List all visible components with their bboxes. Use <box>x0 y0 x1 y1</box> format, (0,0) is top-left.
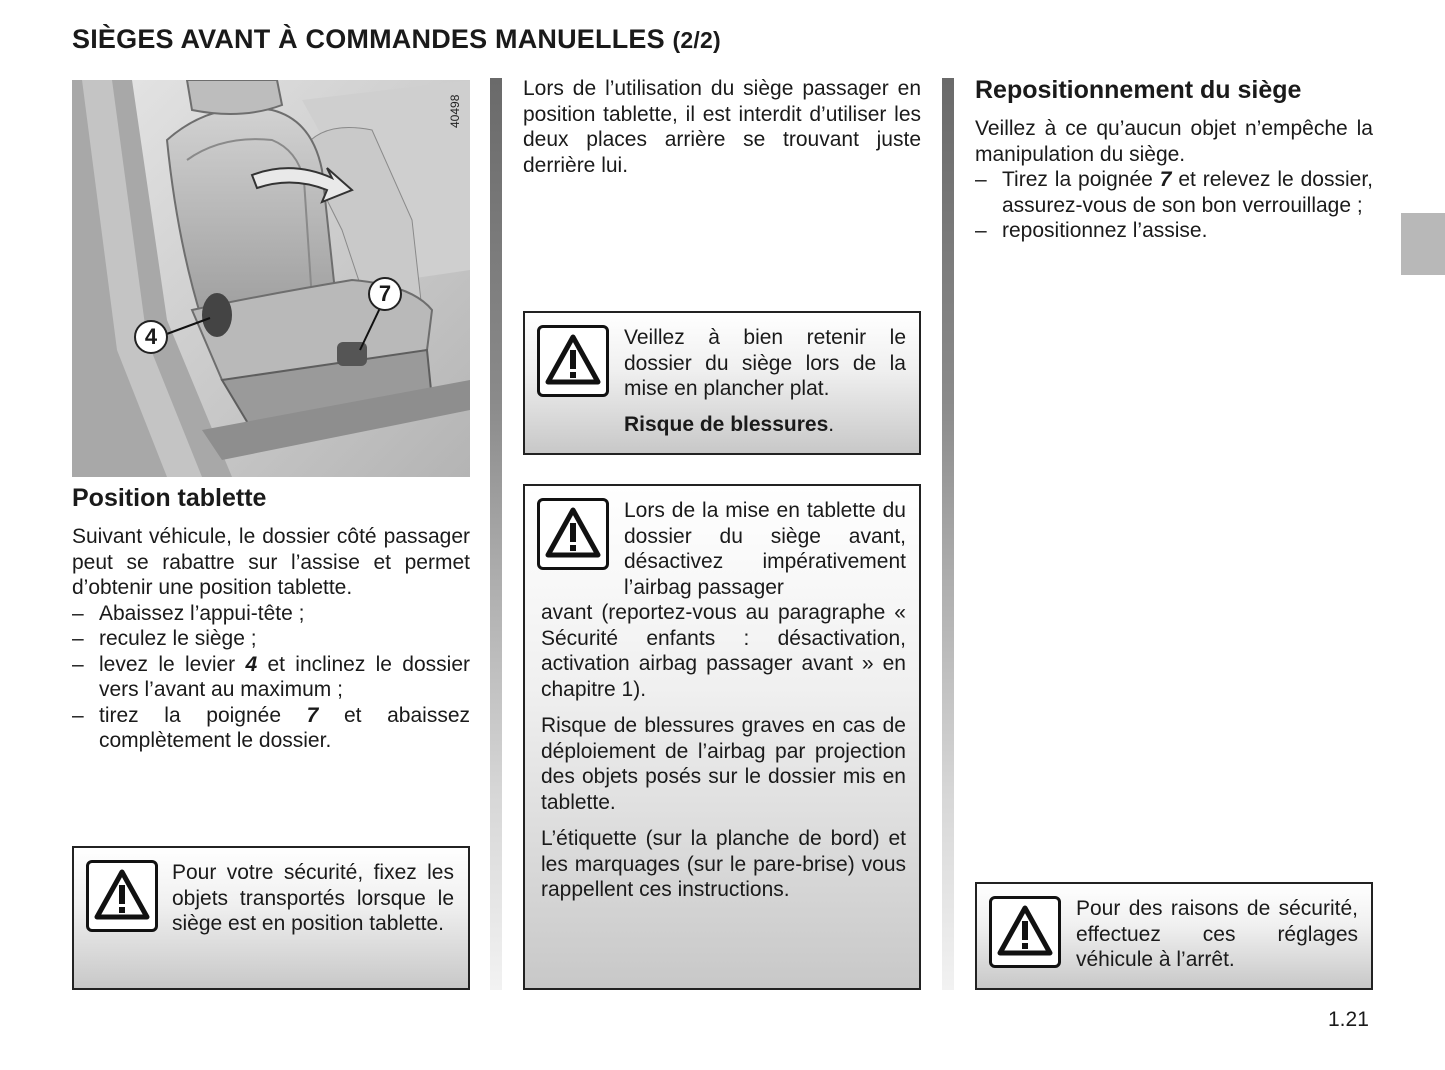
step-text <box>99 652 470 703</box>
ref-number: 7 <box>1159 168 1172 191</box>
risk-period: . <box>828 412 835 436</box>
warning-text: Pour votre sécurité, fixez les objets transportés lorsque le siège est en position tablette. <box>172 861 454 935</box>
step-text-part: et abaissez complètement le dossier. <box>99 703 470 752</box>
warning-triangle-icon <box>86 860 158 932</box>
list-item <box>975 218 1373 244</box>
title-suffix: (2/2) <box>672 27 721 53</box>
warning-box-vehicle-stopped <box>975 882 1373 990</box>
page-number: 1.21 <box>1328 1008 1369 1031</box>
step-text: repositionnez l’assise. <box>1002 219 1208 242</box>
figure-reference-number: 40498 <box>448 94 462 128</box>
warning-text: Veillez à bien retenir le dossier du siège lors de la mise en plancher plat. <box>624 326 906 400</box>
chapter-side-tab <box>1401 213 1445 275</box>
seat-drawing <box>72 80 470 477</box>
airbag-warning-rest: avant (reportez-vous au paragraphe « Sécurité enfants : désactivation, activation airbag passager avant » en chapitre 1). <box>541 601 906 701</box>
dash: – <box>72 601 84 625</box>
step-text-part: levez le levier <box>99 652 246 676</box>
dash: – <box>975 168 987 191</box>
column-divider-right <box>942 78 954 990</box>
position-tablette-intro: Suivant véhicule, le dossier côté passager peut se rabattre sur l’assise et permet d’obtenir une position tablette. <box>72 525 470 599</box>
repositionnement-body <box>975 116 1373 244</box>
list-item <box>72 703 470 754</box>
list-item <box>72 626 470 652</box>
step-text <box>1002 167 1373 218</box>
ref-number: 7 <box>306 703 319 727</box>
middle-intro-text: Lors de l’utilisation du siège passager en position tablette, il est interdit d’utiliser les deux places arrière se trouvant juste derrière lui. <box>523 77 921 177</box>
step-text <box>99 703 470 754</box>
step-text-part: Tirez la poignée <box>1002 168 1160 191</box>
heading-repositionnement: Repositionnement du siège <box>975 76 1302 104</box>
column-divider-left <box>490 78 502 990</box>
heading-position-tablette: Position tablette <box>72 484 267 512</box>
warning-box-fix-objects <box>72 846 470 990</box>
repositionnement-intro: Veillez à ce qu’aucun objet n’empêche la manipulation du siège. <box>975 117 1373 166</box>
airbag-warning-risk: Risque de blessures graves en cas de déploiement de l’airbag par projection des objets posés sur le dossier mis en tablette. <box>541 714 906 814</box>
seat-illustration <box>72 80 470 477</box>
title-text: SIÈGES AVANT À COMMANDES MANUELLES <box>72 24 665 54</box>
dash: – <box>975 219 987 242</box>
step-text: reculez le siège ; <box>99 627 257 650</box>
warning-triangle-icon <box>989 896 1061 968</box>
warning-triangle-icon <box>537 325 609 397</box>
step-text-part: et inclinez le dossier vers l’avant au maximum ; <box>99 652 470 701</box>
dash: – <box>72 703 84 727</box>
step-text: Abaissez l’appui-tête ; <box>99 601 305 625</box>
step-text-part: et relevez le dossier, assurez-vous de son bon verrouillage ; <box>1002 168 1373 217</box>
airbag-warning-label: L’étiquette (sur la planche de bord) et les marquages (sur le pare-brise) vous rappellent ces instructions. <box>541 827 906 901</box>
risk-label: Risque de blessures <box>624 412 829 436</box>
list-item <box>72 601 470 627</box>
dash: – <box>72 627 84 650</box>
step-text-part: tirez la poignée <box>99 703 307 727</box>
airbag-warning-top: Lors de la mise en tablette du dossier du siège avant, désactivez impérativement l’airbag passager <box>624 499 906 599</box>
list-item <box>72 652 470 703</box>
callout-7: 7 <box>368 277 402 311</box>
ref-number: 4 <box>245 652 258 676</box>
warning-risk <box>624 412 906 438</box>
dash: – <box>72 652 84 676</box>
warning-box-airbag <box>523 484 921 990</box>
warning-text: Pour des raisons de sécurité, effectuez ces réglages véhicule à l’arrêt. <box>1076 897 1358 971</box>
list-item <box>975 167 1373 218</box>
position-tablette-body <box>72 524 470 754</box>
page-title <box>72 24 721 55</box>
warning-box-hold-backrest <box>523 311 921 455</box>
callout-4: 4 <box>134 320 168 354</box>
warning-triangle-icon <box>537 498 609 570</box>
